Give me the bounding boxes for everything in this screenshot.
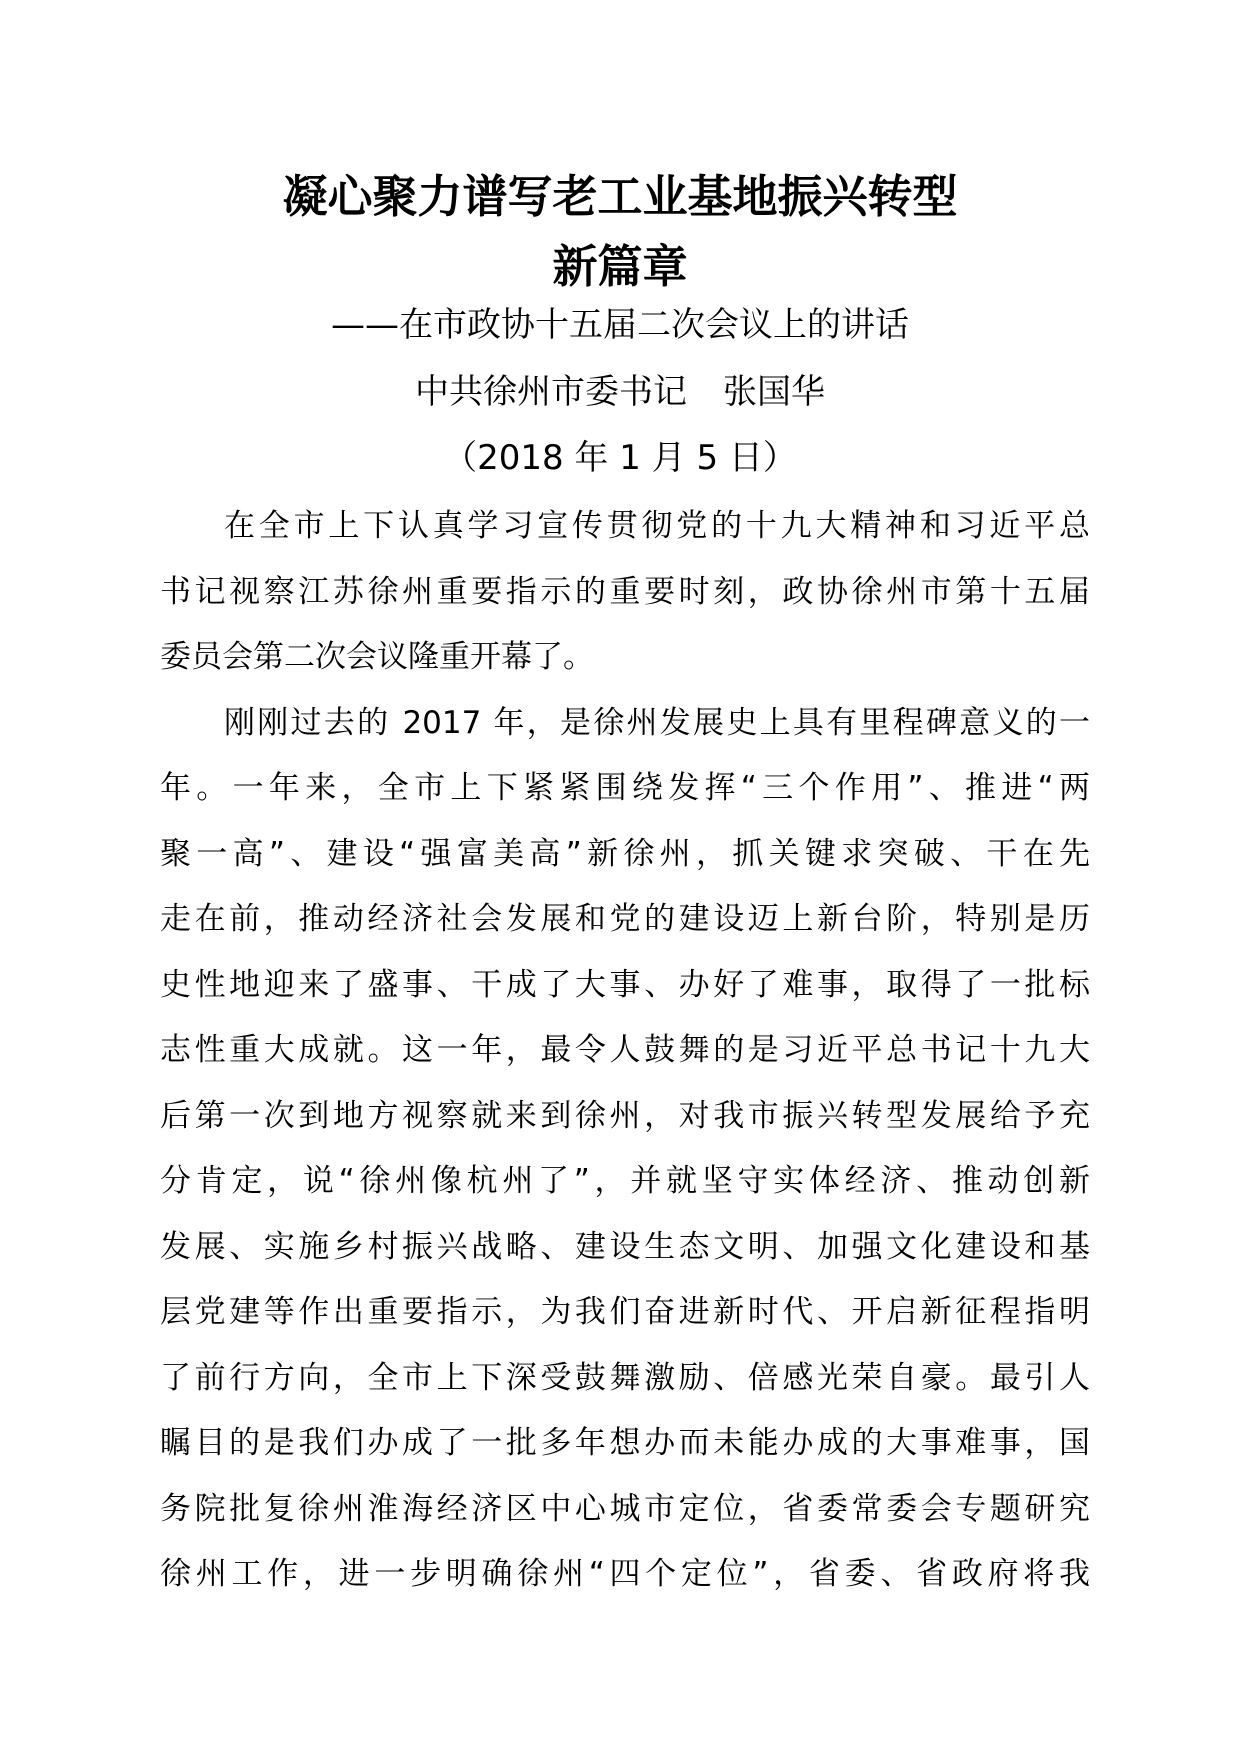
body-line: 在全市上下认真学习宣传贯彻党的十九大精神和习近平总 (224, 508, 1090, 544)
body-line: 委员会第二次会议隆重开幕了。 (160, 639, 594, 675)
author-line (0, 367, 1240, 417)
body-line: 史性地迎来了盛事、干成了大事、办好了难事，取得了一批标 (160, 966, 1090, 1003)
body-line: 徐州工作，进一步明确徐州“四个定位”，省委、省政府将我 (160, 1556, 1090, 1592)
body-line: 志性重大成就。这一年，最令人鼓舞的是习近平总书记十九大 (160, 1032, 1090, 1068)
body-line: 书记视察江苏徐州重要指示的重要时刻，政协徐州市第十五届 (160, 573, 1090, 610)
body-line: 分肯定，说“徐州像杭州了”，并就坚守实体经济、推动创新 (160, 1163, 1090, 1199)
body-line: 聚一高”、建设“强富美高”新徐州，抓关键求突破、干在先 (160, 835, 1090, 872)
speech-date: （2018 年 1 月 5 日） (443, 438, 797, 478)
body-line: 后第一次到地方视察就来到徐州，对我市振兴转型发展给予充 (160, 1097, 1090, 1134)
body-line: 瞩目的是我们办成了一批多年想办而未能办成的大事难事，国 (160, 1425, 1090, 1461)
body-line: 务院批复徐州淮海经济区中心城市定位，省委常委会专题研究 (160, 1490, 1090, 1527)
body-line: 年。一年来，全市上下紧紧围绕发挥“三个作用”、推进“两 (160, 770, 1090, 806)
body-line: 发展、实施乡村振兴战略、建设生态文明、加强文化建设和基 (160, 1228, 1090, 1265)
body-line: 层党建等作出重要指示，为我们奋进新时代、开启新征程指明 (160, 1294, 1090, 1330)
author-name: 张国华 (723, 372, 825, 412)
speech-body (160, 494, 1090, 1608)
document-subtitle: ——在市政协十五届二次会议上的讲话 (331, 305, 909, 345)
author-organization: 中共徐州市委书记 (415, 372, 687, 412)
body-line: 刚刚过去的 2017 年，是徐州发展史上具有里程碑意义的一 (224, 704, 1090, 741)
document-title-line-2: 新篇章 (552, 240, 688, 293)
document-title-line-1: 凝心聚力谱写老工业基地振兴转型 (282, 170, 958, 223)
body-line: 了前行方向，全市上下深受鼓舞激励、倍感光荣自豪。最引人 (160, 1359, 1090, 1396)
body-line: 走在前，推动经济社会发展和党的建设迈上新台阶，特别是历 (160, 901, 1090, 937)
